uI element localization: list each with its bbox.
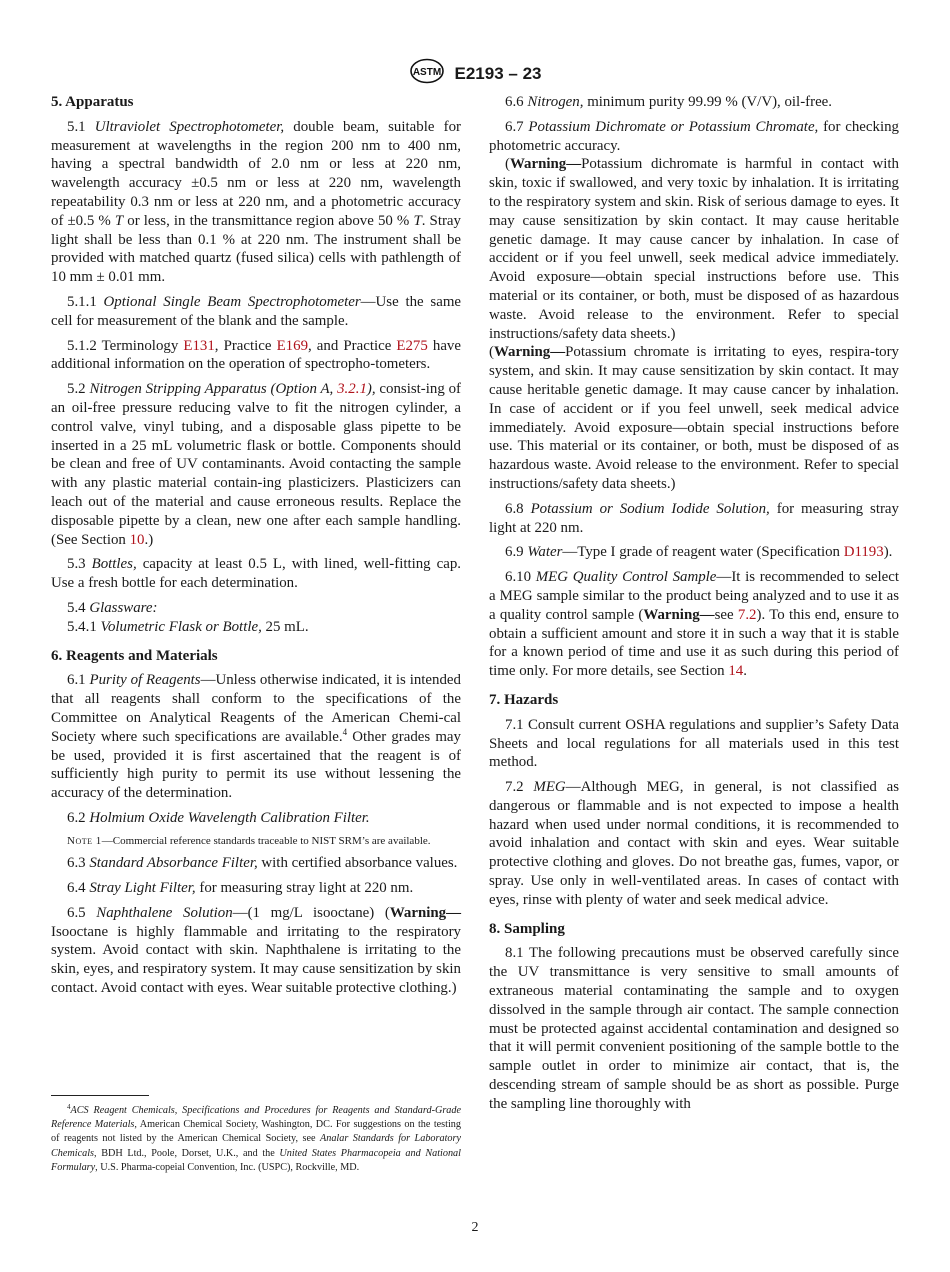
para-6-8: 6.8 Potassium or Sodium Iodide Solution, for measuring stray light at 220 nm.: [489, 500, 899, 536]
para-6-3: 6.3 Standard Absorbance Filter, with certified absorbance values.: [67, 855, 458, 872]
para-7-2: 7.2 MEG—Although MEG, in general, is not classified as dangerous or flammable and is not expected to impose a health hazard when used under normal conditions, it is recommended to avoid inhalation and contact with skin and eyes. Wear suitable protective clothing and gloves. Do not breathe gas, fumes, vapor, or spray. Use only in well-ventilated areas. In cases of contact with eyes, rinse with plenty of water and seek medical advice.: [489, 779, 899, 908]
para-5-1: 5.1 Ultraviolet Spectrophotometer, double beam, suitable for measurement at wavelengths in the region 200 nm to 400 nm, having a spectral bandwidth of 2.0 nm or less at 220 nm, wavelength accuracy ±0.5 nm or less at 220 nm, wavelength repeatability 0.3 nm or less at 220 nm, and a photometric accuracy of ±0.5 % T or less, in the transmittance region above 50 % T. Stray light shall be less than 0.1 % at 220 nm. The instrument shall be provided with matched quartz (fused silica) cells with pathlength of 10 mm ± 0.01 mm.: [51, 118, 461, 286]
para-6-5: 6.5 Naphthalene Solution—(1 mg/L isooctane) (Warning—Isooctane is highly flammable and irritating to the respiratory system. Avoid contact with skin. Naphthalene is irritating to the skin, eyes, and respiratory system. It may cause sensitization by skin contact. Avoid contact with eyes. Wear suitable protective clothing.): [51, 904, 461, 996]
para-6-7: 6.7 Potassium Dichromate or Potassium Chromate, for checking photometric accuracy.: [489, 118, 899, 154]
right-column: [489, 93, 899, 1120]
left-column: [51, 93, 461, 1004]
section-7-title: 7. Hazards: [489, 691, 559, 708]
page-header: [0, 58, 950, 82]
page-number: 2: [471, 1220, 479, 1235]
footnote-rule: [51, 1095, 149, 1096]
section-8-title: 8. Sampling: [489, 920, 565, 937]
ref-e131-link[interactable]: E131: [183, 337, 215, 354]
para-5-1-2: 5.1.2 Terminology E131, Practice E169, and Practice E275 have additional information on the operation of spectropho-tometers.: [51, 337, 461, 373]
ref-section-14-link[interactable]: 14: [728, 663, 744, 680]
para-5-4: 5.4 Glassware:: [67, 599, 158, 616]
note-1: Note 1—Commercial reference standards traceable to NIST SRM’s are available.: [67, 834, 431, 847]
para-5-3: 5.3 Bottles, capacity at least 0.5 L, with lined, well-fitting cap. Use a fresh bottle for each determination.: [51, 556, 461, 592]
para-7-1: 7.1 Consult current OSHA regulations and supplier’s Safety Data Sheets and local regulations for all materials used in this test method.: [489, 716, 899, 771]
footnote-marker: 4: [342, 726, 348, 737]
para-6-1: 6.1 Purity of Reagents—Unless otherwise indicated, it is intended that all reagents shall conform to the specifications of the Committee on Analytical Reagents of the American Chemi-cal Society where such specifications are available.$^4$ Other grades may be used, provided it is first ascertained that the reagent is of sufficiently high purity to permit its use without lessening the accuracy of the determination.: [51, 672, 461, 802]
standard-designation: E2193 – 23: [454, 63, 542, 83]
warning-dichromate: (Warning—Potassium dichromate is harmful in contact with skin, toxic if swallowed, and very toxic by inhalation. It is irritating to the respiratory system and skin. Risk of serious damage to eyes. It may cause sensitization by skin contact. It may cause heritable genetic damage. It may cause cancer by inhalation. In case of accident or if you feel unwell, seek medical advice immediately. Avoid exposure—obtain special instructions before use. This material or its container, or both, must be disposed of as hazardous waste. Avoid release to the environment. Refer to special instructions/safety data sheets.): [489, 156, 899, 342]
footnote-4: $^4$ACS Reagent Chemicals, Specifications and Procedures for Reagents and Standard-Grade Reference Materials, American Chemical Society, Washington, DC. For suggestions on the testing of reagents not listed by the American Chemical Society, see Analar Standards for Laboratory Chemicals, BDH Ltd., Poole, Dorset, U.K., and the United States Pharmacopeia and National Formulary, U.S. Pharma-copeial Convention, Inc. (USPC), Rockville, MD.: [51, 1103, 461, 1173]
ref-7-2-link[interactable]: 7.2: [737, 606, 757, 623]
para-6-4: 6.4 Stray Light Filter, for measuring stray light at 220 nm.: [67, 879, 414, 896]
para-5-2: 5.2 Nitrogen Stripping Apparatus (Option A, 3.2.1), consist-ing of an oil-free pressure reducing valve to fit the nitrogen cylinder, a control valve, vinyl tubing, and a disposable glass pipette to be inserted in a 25 mL volumetric flask or bottle. Components should be clean and free of UV contaminants. Avoid contacting the sample with any plastic material contain-ing plasticizers. Plasticizers can leach out of the material and cause erroneous results. Replace the disposable pipette by a clean, new one after each sample handling. (See Section 10.): [51, 381, 462, 548]
para-6-9: 6.9 Water—Type I grade of reagent water (Specification D1193).: [505, 544, 893, 561]
section-6-title: 6. Reagents and Materials: [51, 647, 218, 664]
ref-section-10-link[interactable]: 10: [129, 531, 145, 548]
ref-d1193-link[interactable]: D1193: [843, 544, 884, 561]
ref-3-2-1-link[interactable]: 3.2.1: [337, 381, 367, 398]
para-5-4-1: 5.4.1 Volumetric Flask or Bottle, 25 mL.: [67, 618, 309, 635]
para-5-1-1: 5.1.1 Optional Single Beam Spectrophotometer—Use the same cell for measurement of the blank and the sample.: [51, 293, 462, 329]
para-6-2: 6.2 Holmium Oxide Wavelength Calibration Filter.: [67, 809, 370, 826]
para-6-10: 6.10 MEG Quality Control Sample—It is recommended to select a MEG sample similar to the product being analyzed and to use it as a quality control sample (Warning—see 7.2). To this end, ensure to obtain a sufficient amount and store it in such a way that it is stable for a known period of time and use it as such during this period of time only. For more details, see Section 14.: [489, 569, 899, 680]
ref-e275-link[interactable]: E275: [396, 337, 428, 354]
logo-text: ASTM: [412, 67, 441, 78]
para-8-1: 8.1 The following precautions must be observed carefully since the UV transmittance is very sensitive to small amounts of extraneous material contaminating the sample and to oxygen dissolved in the sample through air contact. The sample connection must be protected against accidental contamination and designed so that it will permit convenient positioning of the sample bottle to the sample outlet in order to minimize air contact, that is, the descending stream of sample should be as short as possible. Purge the sampling line thoroughly with: [489, 945, 899, 1112]
para-6-6: 6.6 Nitrogen, minimum purity 99.99 % (V/V), oil-free.: [505, 94, 833, 110]
astm-logo-icon: [409, 58, 445, 89]
warning-chromate: (Warning—Potassium chromate is irritating to eyes, respira-tory system, and skin. It may cause sensitization by skin contact. It may cause heritable genetic damage. It may cause cancer by inhalation. In case of accident or if you feel unwell, seek medical advice immediately. Avoid exposure—obtain special instructions before use. This material or its container, or both, must be disposed of as hazardous waste. Avoid release to the environment. Refer to special instructions/safety data sheets.): [489, 344, 899, 492]
section-5-title: 5. Apparatus: [51, 94, 134, 110]
ref-e169-link[interactable]: E169: [276, 337, 309, 354]
